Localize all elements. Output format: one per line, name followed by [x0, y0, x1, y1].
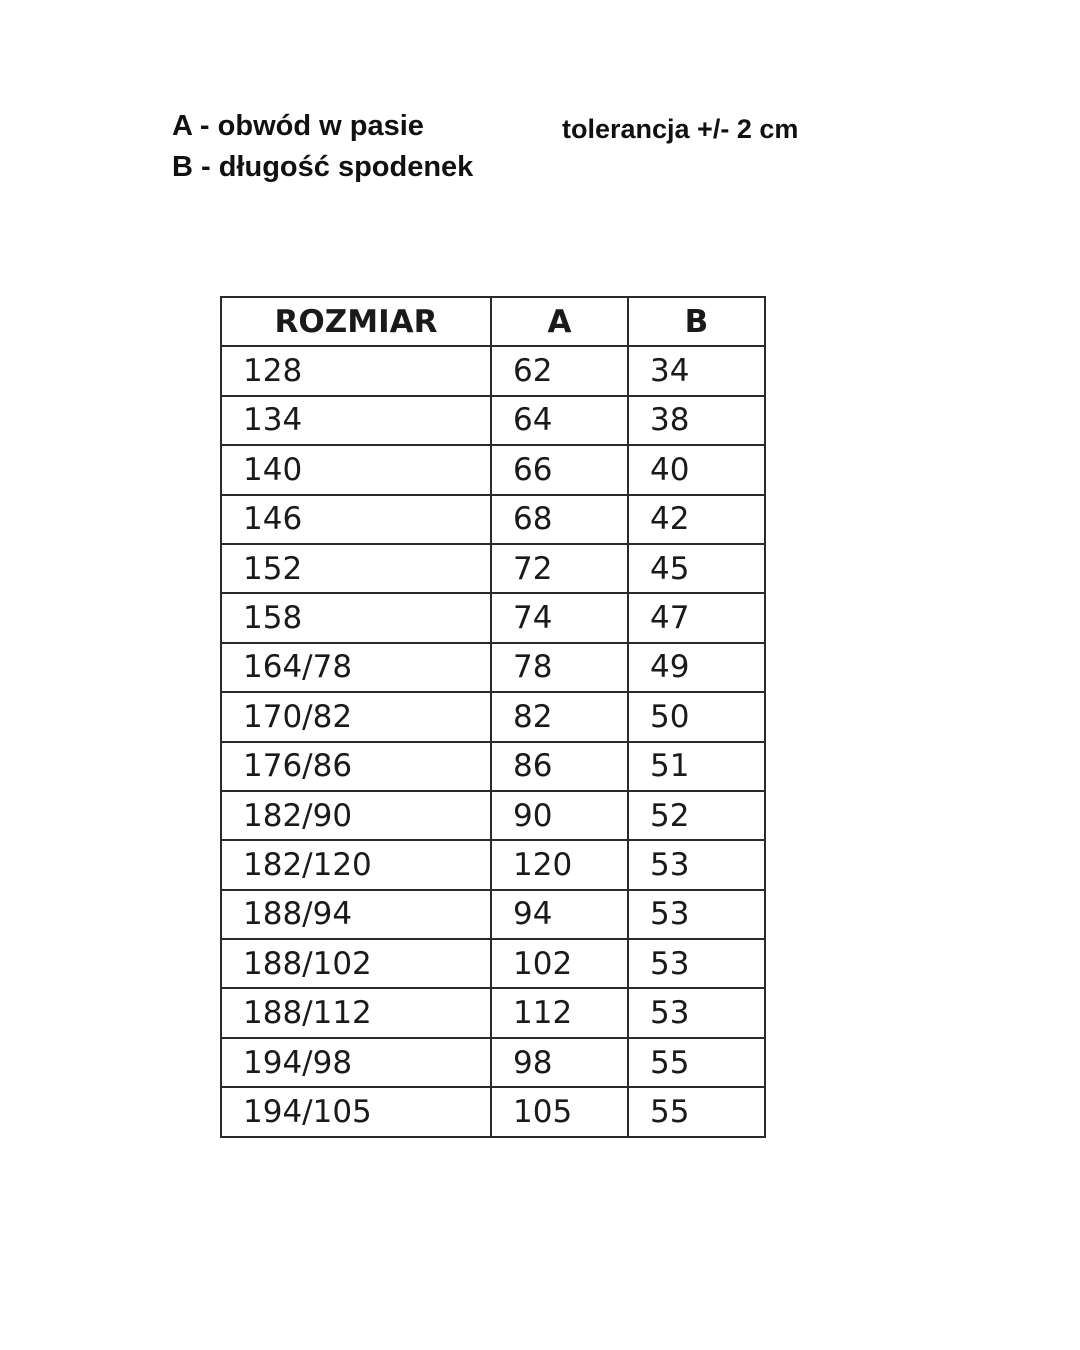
cell-rozmiar: 170/82 [221, 692, 491, 741]
cell-b: 51 [628, 742, 765, 791]
table-row [221, 346, 765, 395]
cell-b: 52 [628, 791, 765, 840]
table-row [221, 1087, 765, 1136]
cell-rozmiar: 194/98 [221, 1038, 491, 1087]
cell-a: 66 [491, 445, 628, 494]
cell-a: 62 [491, 346, 628, 395]
cell-a: 86 [491, 742, 628, 791]
cell-b: 42 [628, 495, 765, 544]
legend-line-b: B - długość spodenek [172, 151, 474, 183]
cell-rozmiar: 164/78 [221, 643, 491, 692]
cell-rozmiar: 152 [221, 544, 491, 593]
cell-b: 47 [628, 593, 765, 642]
table-row [221, 791, 765, 840]
cell-rozmiar: 146 [221, 495, 491, 544]
cell-rozmiar: 194/105 [221, 1087, 491, 1136]
cell-rozmiar: 188/112 [221, 988, 491, 1037]
cell-rozmiar: 128 [221, 346, 491, 395]
cell-rozmiar: 182/90 [221, 791, 491, 840]
tolerance-note: tolerancja +/- 2 cm [562, 114, 799, 144]
table-row [221, 643, 765, 692]
table-row [221, 742, 765, 791]
table-row [221, 1038, 765, 1087]
cell-a: 82 [491, 692, 628, 741]
cell-b: 34 [628, 346, 765, 395]
table-row [221, 988, 765, 1037]
cell-b: 49 [628, 643, 765, 692]
cell-a: 72 [491, 544, 628, 593]
cell-b: 45 [628, 544, 765, 593]
cell-b: 50 [628, 692, 765, 741]
cell-a: 120 [491, 840, 628, 889]
table-row [221, 445, 765, 494]
cell-a: 78 [491, 643, 628, 692]
cell-b: 55 [628, 1087, 765, 1136]
cell-b: 53 [628, 890, 765, 939]
cell-rozmiar: 188/94 [221, 890, 491, 939]
cell-rozmiar: 182/120 [221, 840, 491, 889]
table-row [221, 396, 765, 445]
cell-b: 38 [628, 396, 765, 445]
table-row [221, 890, 765, 939]
legend [172, 106, 473, 188]
cell-b: 53 [628, 988, 765, 1037]
table-row [221, 495, 765, 544]
cell-a: 102 [491, 939, 628, 988]
header-b: B [628, 297, 765, 346]
cell-rozmiar: 188/102 [221, 939, 491, 988]
cell-a: 98 [491, 1038, 628, 1087]
table-row [221, 544, 765, 593]
header-a: A [491, 297, 628, 346]
cell-b: 40 [628, 445, 765, 494]
cell-rozmiar: 134 [221, 396, 491, 445]
table-header-row [221, 297, 765, 346]
cell-a: 112 [491, 988, 628, 1037]
cell-a: 94 [491, 890, 628, 939]
table-row [221, 593, 765, 642]
table-row [221, 692, 765, 741]
legend-line-a: A - obwód w pasie [172, 110, 424, 142]
table-body [221, 346, 765, 1136]
header-rozmiar: ROZMIAR [221, 297, 491, 346]
table-row [221, 840, 765, 889]
cell-rozmiar: 140 [221, 445, 491, 494]
cell-a: 68 [491, 495, 628, 544]
cell-a: 74 [491, 593, 628, 642]
cell-a: 90 [491, 791, 628, 840]
cell-rozmiar: 158 [221, 593, 491, 642]
cell-a: 105 [491, 1087, 628, 1136]
cell-b: 53 [628, 840, 765, 889]
table-row [221, 939, 765, 988]
cell-b: 55 [628, 1038, 765, 1087]
cell-b: 53 [628, 939, 765, 988]
size-table [220, 296, 766, 1138]
cell-a: 64 [491, 396, 628, 445]
cell-rozmiar: 176/86 [221, 742, 491, 791]
